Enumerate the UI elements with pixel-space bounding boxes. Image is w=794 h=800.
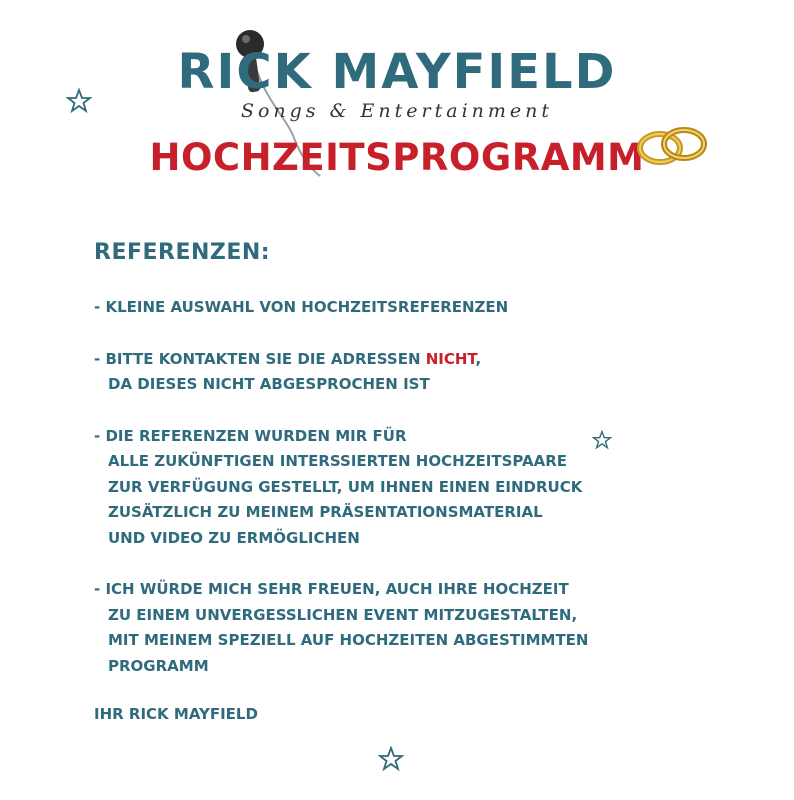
item-line: UND VIDEO ZU ERMÖGLICHEN xyxy=(108,528,360,547)
item-line: ZUSÄTZLICH ZU MEINEM PRÄSENTATIONSMATERIAL xyxy=(108,503,543,521)
highlight-nicht: NICHT xyxy=(425,349,476,368)
item-line: - DIE REFERENZEN WURDEN MIR FÜR xyxy=(94,426,407,445)
star-icon xyxy=(66,88,92,114)
brand-subtitle: Songs & Entertainment xyxy=(240,100,554,122)
item-line: ZU EINEM UNVERGESSLICHEN EVENT MITZUGESTALTEN, xyxy=(108,605,578,624)
reference-item xyxy=(94,424,734,552)
item-line: - KLEINE AUSWAHL VON HOCHZEITSREFERENZEN xyxy=(94,298,509,316)
item-line: ZUR VERFÜGUNG GESTELLT, UM IHNEN EINEN EINDRUCK xyxy=(108,477,583,496)
reference-item xyxy=(94,295,734,321)
reference-item xyxy=(94,577,734,679)
item-line xyxy=(94,347,734,373)
star-icon xyxy=(378,746,404,772)
item-line: ALLE ZUKÜNFTIGEN INTERSSIERTEN HOCHZEITSPAARE xyxy=(108,452,568,470)
wedding-rings-icon xyxy=(632,118,712,174)
item-text: , xyxy=(475,349,482,368)
item-line: DA DIESES NICHT ABGESPROCHEN IST xyxy=(108,375,430,393)
item-line: - ICH WÜRDE MICH SEHR FREUEN, AUCH IHRE HOCHZEIT xyxy=(94,580,569,598)
section-heading: REFERENZEN: xyxy=(94,240,271,265)
signature: IHR RICK MAYFIELD xyxy=(94,705,258,723)
program-title: HOCHZEITSPROGRAMM xyxy=(149,136,645,179)
reference-item xyxy=(94,347,734,398)
references-section xyxy=(94,240,734,723)
brand-title: RICK MAYFIELD xyxy=(177,44,617,100)
item-line: PROGRAMM xyxy=(108,656,209,675)
item-text: - BITTE KONTAKTEN SIE DIE ADRESSEN xyxy=(94,349,426,368)
item-line: MIT MEINEM SPEZIELL AUF HOCHZEITEN ABGESTIMMTEN xyxy=(108,631,589,649)
